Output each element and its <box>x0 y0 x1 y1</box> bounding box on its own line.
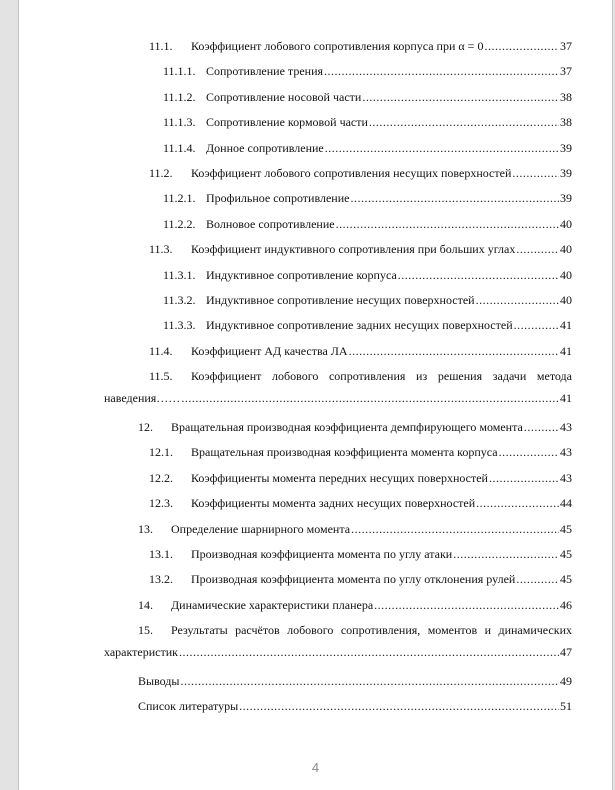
toc-entry-title: Коэффициенты момента задних несущих поверхностей <box>191 496 476 511</box>
dot-leader <box>476 493 559 513</box>
toc-entry-number: 11.1.3. <box>163 115 196 130</box>
dot-leader <box>374 595 559 615</box>
toc-entry-title: Индуктивное сопротивление корпуса <box>206 267 397 282</box>
toc-entry-number: 15. <box>138 623 153 638</box>
dot-leader <box>180 671 559 691</box>
toc-entry-page: 37 <box>560 64 572 79</box>
toc-entry-page: 39 <box>560 140 572 155</box>
toc-entry-title: Производная коэффициента момента по углу отклонения рулей <box>191 572 516 587</box>
toc-entry-page: 45 <box>560 547 572 561</box>
dot-leader <box>516 569 559 589</box>
toc-entry-page: 40 <box>560 267 572 282</box>
toc-entry-title: Коэффициент лобового сопротивления из решения задачи метода <box>191 369 572 384</box>
toc-entry-title-continued: характеристик <box>104 644 178 659</box>
toc-entry[interactable] <box>149 36 572 56</box>
toc-entry-page: 37 <box>560 39 572 53</box>
toc-entry-page: 43 <box>560 420 572 434</box>
toc-entry[interactable] <box>149 239 572 259</box>
toc-entry-number: 14. <box>138 597 153 612</box>
toc-entry-page: 40 <box>560 242 572 257</box>
toc-entry[interactable] <box>138 595 572 615</box>
toc-entry-page: 41 <box>560 318 572 333</box>
toc-entry[interactable] <box>138 696 572 716</box>
toc-entry-number: 11.3.3. <box>163 318 196 333</box>
toc-entry-page: 45 <box>560 572 572 587</box>
toc-entry-title: Коэффициент индуктивного сопротивления при больших углах <box>191 242 516 257</box>
toc-entry-number: 12.3. <box>149 496 173 511</box>
toc-entry-number: 11.2. <box>149 166 173 180</box>
toc-entry-number: 11.2.2. <box>163 216 196 231</box>
toc-entry-page: 46 <box>560 597 572 612</box>
toc-entry[interactable] <box>163 265 572 285</box>
toc-entry[interactable] <box>138 417 572 437</box>
toc-entry[interactable] <box>138 620 572 640</box>
toc-entry-number: 11.1. <box>149 39 173 53</box>
toc-entry-title: Индуктивное сопротивление несущих поверхностей <box>206 293 475 307</box>
dot-leader <box>362 87 559 107</box>
toc-entry[interactable] <box>138 519 572 539</box>
dot-leader <box>476 290 559 310</box>
toc-entry-page: 39 <box>560 191 572 206</box>
toc-entry-number: 12. <box>138 420 153 434</box>
toc-entry-title: Сопротивление кормовой части <box>206 115 368 130</box>
toc-entry-page: 41 <box>560 390 572 405</box>
toc-entry[interactable] <box>163 87 572 107</box>
dot-leader <box>499 442 559 462</box>
toc-entry-title: Сопротивление трения <box>206 64 324 79</box>
document-page <box>18 0 613 790</box>
dot-leader <box>350 188 559 208</box>
toc-entry-title: Производная коэффициента момента по углу атаки <box>191 547 453 561</box>
toc-entry-title: Динамические характеристики планера <box>171 597 374 612</box>
toc-entry-title: Вращательная производная коэффициента момента корпуса <box>191 445 498 460</box>
dot-leader <box>512 163 559 183</box>
toc-entry-page: 43 <box>560 470 572 485</box>
toc-entry-number: 13. <box>138 521 153 536</box>
toc-entry[interactable] <box>149 163 572 183</box>
page-number: 4 <box>311 760 320 775</box>
toc-entry[interactable] <box>149 341 572 361</box>
dot-leader <box>336 214 559 234</box>
toc-entry-number: 11.1.1. <box>163 64 196 79</box>
toc-entry-page: 47 <box>560 644 572 659</box>
toc-entry[interactable] <box>163 315 572 335</box>
toc-entry-number: 13.2. <box>149 572 173 587</box>
toc-entry-title-continued: наведения…… <box>104 390 181 405</box>
toc-entry[interactable] <box>104 642 572 662</box>
toc-entry[interactable] <box>149 442 572 462</box>
toc-entry[interactable] <box>163 214 572 234</box>
toc-entry[interactable] <box>104 388 572 408</box>
toc-entry-page: 41 <box>560 343 572 358</box>
toc-entry-title: Коэффициенты момента передних несущих поверхностей <box>191 470 488 485</box>
toc-entry-title: Сопротивление носовой части <box>206 89 362 104</box>
dot-leader <box>453 544 559 564</box>
toc-entry-title: Определение шарнирного момента <box>171 521 351 536</box>
toc-entry[interactable] <box>149 366 572 386</box>
toc-entry-page: 38 <box>560 89 572 104</box>
toc-entry-page: 43 <box>560 445 572 460</box>
dot-leader <box>179 642 559 662</box>
toc-entry-page: 45 <box>560 521 572 536</box>
toc-entry[interactable] <box>163 61 572 81</box>
toc-entry-number: 11.3. <box>149 242 173 257</box>
toc-entry-number: 11.1.4. <box>163 140 196 155</box>
toc-entry[interactable] <box>149 468 572 488</box>
toc-entry-title: Список литературы <box>138 699 239 714</box>
toc-entry-number: 13.1. <box>149 547 173 561</box>
toc-entry[interactable] <box>163 290 572 310</box>
dot-leader <box>324 61 559 81</box>
toc-entry-title: Коэффициент лобового сопротивления несущих поверхностей <box>191 166 512 180</box>
toc-entry-title: Донное сопротивление <box>206 140 324 155</box>
toc-entry-page: 39 <box>560 166 572 180</box>
toc-entry-title: Коэффициент лобового сопротивления корпуса при α = 0 <box>191 39 484 53</box>
toc-entry-page: 44 <box>560 496 572 511</box>
dot-leader <box>369 112 559 132</box>
toc-entry[interactable] <box>138 671 572 691</box>
toc-entry-title: Индуктивное сопротивление задних несущих поверхностей <box>206 318 513 333</box>
toc-entry-page: 40 <box>560 216 572 231</box>
dot-leader <box>325 138 559 158</box>
dot-leader <box>351 519 559 539</box>
dot-leader <box>349 341 559 361</box>
toc-entry[interactable] <box>163 138 572 158</box>
dot-leader <box>181 388 559 408</box>
toc-entry[interactable] <box>149 569 572 589</box>
toc-entry-number: 11.5. <box>149 369 173 384</box>
toc-entry-number: 11.3.2. <box>163 293 196 307</box>
dot-leader <box>484 36 559 56</box>
toc-entry[interactable] <box>149 493 572 513</box>
toc-entry-number: 12.2. <box>149 470 173 485</box>
toc-entry-title: Профильное сопротивление <box>206 191 350 206</box>
toc-entry-number: 11.3.1. <box>163 267 196 282</box>
dot-leader <box>516 239 559 259</box>
dot-leader <box>239 696 559 716</box>
toc-entry-title: Волновое сопротивление <box>206 216 335 231</box>
toc-entry-number: 11.1.2. <box>163 89 196 104</box>
toc-entry-page: 38 <box>560 115 572 130</box>
toc-entry-title: Результаты расчётов лобового сопротивления, моментов и динамических <box>171 623 572 638</box>
dot-leader <box>398 265 559 285</box>
toc-entry[interactable] <box>149 544 572 564</box>
toc-entry-title: Вращательная производная коэффициента демпфирующего момента <box>171 420 523 434</box>
toc-entry-page: 49 <box>560 674 572 688</box>
dot-leader <box>489 468 559 488</box>
toc-entry-page: 40 <box>560 293 572 307</box>
dot-leader <box>524 417 559 437</box>
toc-entry-title: Выводы <box>138 674 180 688</box>
toc-entry[interactable] <box>163 112 572 132</box>
toc-entry-number: 11.2.1. <box>163 191 196 206</box>
toc-entry-page: 51 <box>560 699 572 714</box>
toc-entry-number: 12.1. <box>149 445 173 460</box>
toc-entry-title: Коэффициент АД качества ЛА <box>191 343 348 358</box>
toc-entry-number: 11.4. <box>149 343 173 358</box>
toc-entry[interactable] <box>163 188 572 208</box>
dot-leader <box>514 315 559 335</box>
